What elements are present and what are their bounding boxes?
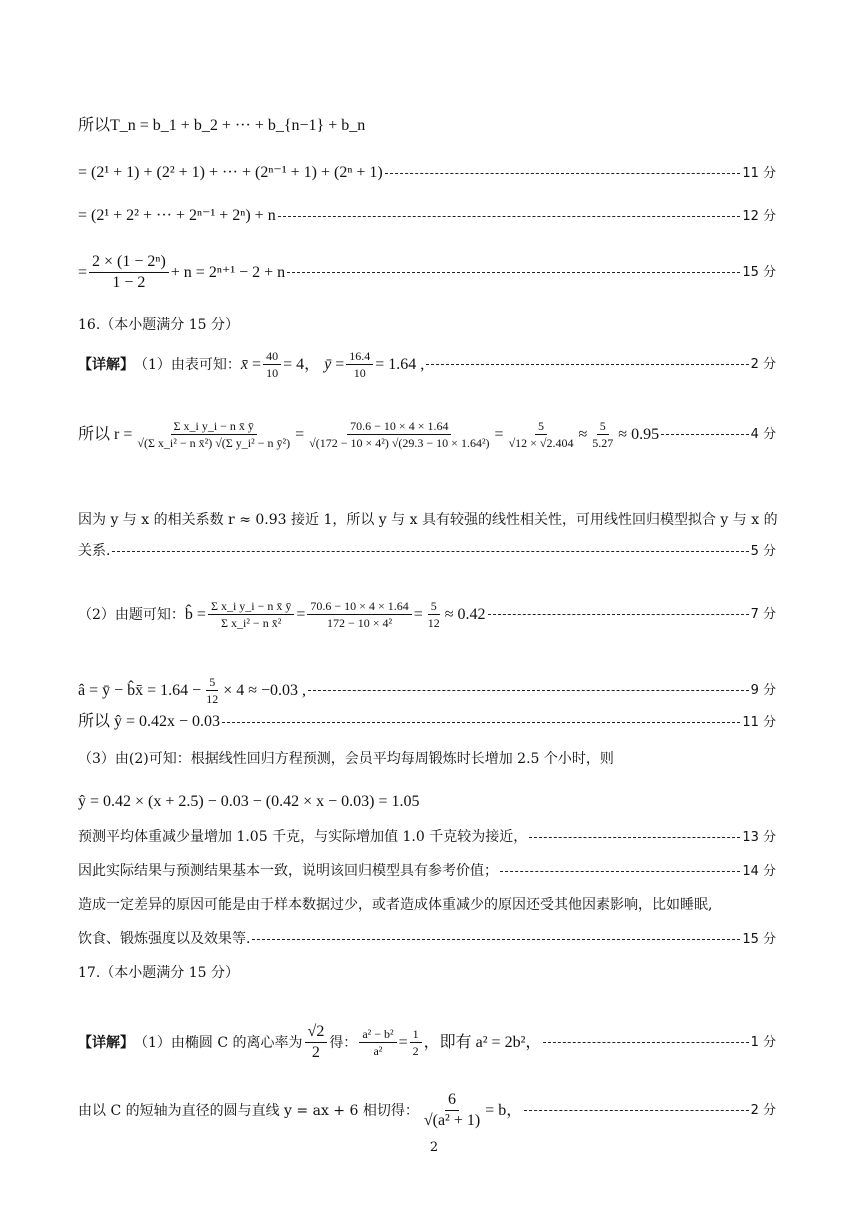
dash-leader	[287, 272, 740, 273]
conclusion-line-1: 预测平均体重减少量增加 1.05 千克，与实际增加值 1.0 千克较为接近， 13 分	[78, 829, 776, 845]
dash-leader	[252, 939, 740, 940]
ecc-square-fraction: $\frac{\text{a² − b²}}{\text{a²}}$	[359, 1028, 396, 1057]
correlation-approx: $\frac{5}{5.27}$	[592, 419, 614, 450]
score-label: 13 分	[742, 829, 776, 845]
dash-leader	[661, 434, 749, 435]
eccentricity-fraction: $\frac{√2}{2}$	[305, 1024, 328, 1061]
score-label: 4 分	[750, 427, 776, 442]
dash-leader	[222, 722, 740, 723]
detail-label: 【详解】	[78, 356, 134, 373]
detail-label: 【详解】	[78, 1034, 134, 1051]
q16-part1-line: 【详解】 （1）由表可知： x̄ = $\frac{40}{10}$ = 4， ȳ = $\frac{16.4}{10}$ = 1.64 , 2 分	[78, 349, 776, 380]
regression-equation-line: 所以 ŷ = 0.42x − 0.03 11 分	[78, 713, 776, 730]
score-label: 1 分	[750, 1035, 776, 1050]
conclusion-line-3: 造成一定差异的原因可能是由于样本数据过少，或者造成体重减少的原因还受其他因素影响，比如睡眠,	[78, 897, 713, 913]
correlation-line: 所以 r = $\frac{\text{Σ x\_i y\_i − n x̄ ȳ}}{\text{√(Σ x\_i² − n x̄²) √(Σ y\_i² − n ȳ²)}}$ = $\frac{70.6 - 10 \times 4 \times 1.64}{\text{√(172 − 10 × 4²) √(29.3 − 10 × 1.64²)}}$ = $\frac{5}{√12 \times √2.404}$ ≈ $\frac{5}{5.27}$ ≈ 0.95 4 分	[78, 419, 776, 450]
half-fraction: $\frac{1}{2}$	[410, 1028, 422, 1057]
ybar-fraction: $\frac{16.4}{10}$	[346, 350, 373, 379]
intercept-fraction: $\frac{5}{12}$	[206, 675, 219, 706]
sum-line	[78, 118, 776, 134]
q17-tangent-line: 由以 C 的短轴为直径的圆与直线 y = ax + 6 相切得： $\frac{6}{\text{√(a² + 1)}}$ = b， 2 分	[78, 1091, 776, 1129]
slope-formula: $\frac{\text{Σ x\_i y\_i − n x̄ ȳ}}{\text{Σ x\_i² − n x̄²}}$	[208, 600, 294, 629]
distance-fraction: $\frac{6}{\text{√(a² + 1)}}$	[423, 1091, 481, 1129]
dash-leader	[278, 216, 741, 217]
dash-leader	[529, 837, 740, 838]
dash-leader	[500, 871, 740, 872]
score-label: 12 分	[742, 208, 776, 224]
xbar-fraction: $\frac{40}{10}$	[263, 350, 281, 379]
dash-leader	[308, 690, 749, 691]
regroup-expression: = (2¹ + 2² + ··· + 2ⁿ⁻¹ + 2ⁿ) + n	[78, 207, 276, 224]
conclusion-line-2: 因此实际结果与预测结果基本一致，说明该回归模型具有参考价值； 14 分	[78, 863, 776, 879]
score-label: 14 分	[742, 863, 776, 879]
regroup-line	[78, 208, 776, 224]
expand-expression: = (2¹ + 1) + (2² + 1) + ··· + (2ⁿ⁻¹ + 1) + (2ⁿ + 1)	[78, 164, 383, 181]
correlation-formula: $\frac{\text{Σ x\_i y\_i − n x̄ ȳ}}{\text{√(Σ x\_i² − n x̄²) √(Σ y\_i² − n ȳ²)}}$	[137, 419, 291, 450]
page-number: 2	[429, 1140, 439, 1155]
q16-part3-line: （3）由(2)可知：根据线性回归方程预测，会员平均每周锻炼时长增加 2.5 个小时，则	[78, 751, 614, 767]
score-label: 11 分	[742, 714, 776, 730]
question-16-title: 16.（本小题满分 15 分）	[78, 317, 239, 333]
score-label: 9 分	[750, 683, 776, 698]
dash-leader	[385, 173, 741, 174]
reason-line-1: 因为 y 与 x 的相关系数 r ≈ 0.93 接近 1，所以 y 与 x 具有较强的线性相关性，可用线性回归模型拟合 y 与 x 的	[78, 512, 778, 528]
expand-line	[78, 165, 776, 181]
prediction-math-line: ŷ = 0.42 × (x + 2.5) − 0.03 − (0.42 × x − 0.03) = 1.05	[78, 793, 420, 810]
dash-leader	[524, 1110, 748, 1111]
dash-leader	[488, 614, 749, 615]
score-label: 2 分	[750, 357, 776, 372]
reason-line-2: 关系. 5 分	[78, 543, 776, 559]
score-label: 2 分	[750, 1103, 776, 1118]
correlation-substitution: $\frac{70.6 - 10 \times 4 \times 1.64}{\text{√(172 − 10 × 4²) √(29.3 − 10 × 1.64²)}}$	[309, 419, 490, 450]
sum-expression: 所以T_n = b_1 + b_2 + ··· + b_{n−1} + b_n	[78, 117, 366, 134]
q17-part1-line: 【详解】 （1）由椭圆 C 的离心率为 $\frac{√2}{2}$ 得： $\frac{\text{a² − b²}}{\text{a²}}$ = $\frac{1}{2}$ ，即有 a² = 2b²， 1 分	[78, 1023, 776, 1061]
conclusion-line-4: 饮食、锻炼强度以及效果等. 15 分	[78, 931, 776, 947]
dash-leader	[543, 1042, 748, 1043]
result-line: = $\frac{\text{2 × (1 − 2ⁿ)}}{1 - 2}$ + n = 2ⁿ⁺¹ − 2 + n 15 分	[78, 253, 776, 291]
result-expression: + n = 2ⁿ⁺¹ − 2 + n	[170, 263, 286, 281]
score-label: 11 分	[742, 165, 776, 181]
dash-leader	[112, 551, 748, 552]
geometric-sum-fraction: $\frac{\text{2 × (1 − 2ⁿ)}}{1 - 2}$	[89, 254, 169, 291]
question-17-title: 17.（本小题满分 15 分）	[78, 965, 239, 981]
score-label: 15 分	[742, 931, 776, 947]
q16-part2-line: （2）由题可知： b̂ = $\frac{\text{Σ x\_i y\_i − n x̄ ȳ}}{\text{Σ x\_i² − n x̄²}}$ = $\frac{70.6 - 10 \times 4 \times 1.64}{\text{172 − 10 × 4²}}$ = $\frac{5}{12}$ ≈ 0.42 7 分	[78, 599, 776, 630]
slope-simplified: $\frac{5}{12}$	[427, 599, 440, 630]
intercept-line: â = ȳ − b̂x̄ = 1.64 − $\frac{5}{12}$ × 4 ≈ −0.03 , 9 分	[78, 675, 776, 706]
dash-leader	[426, 364, 748, 365]
slope-substitution: $\frac{70.6 - 10 \times 4 \times 1.64}{\text{172 − 10 × 4²}}$	[307, 600, 411, 629]
correlation-simplified: $\frac{5}{√12 \times √2.404}$	[508, 419, 574, 450]
score-label: 7 分	[750, 607, 776, 622]
score-label: 15 分	[742, 265, 776, 280]
score-label: 5 分	[750, 543, 776, 559]
